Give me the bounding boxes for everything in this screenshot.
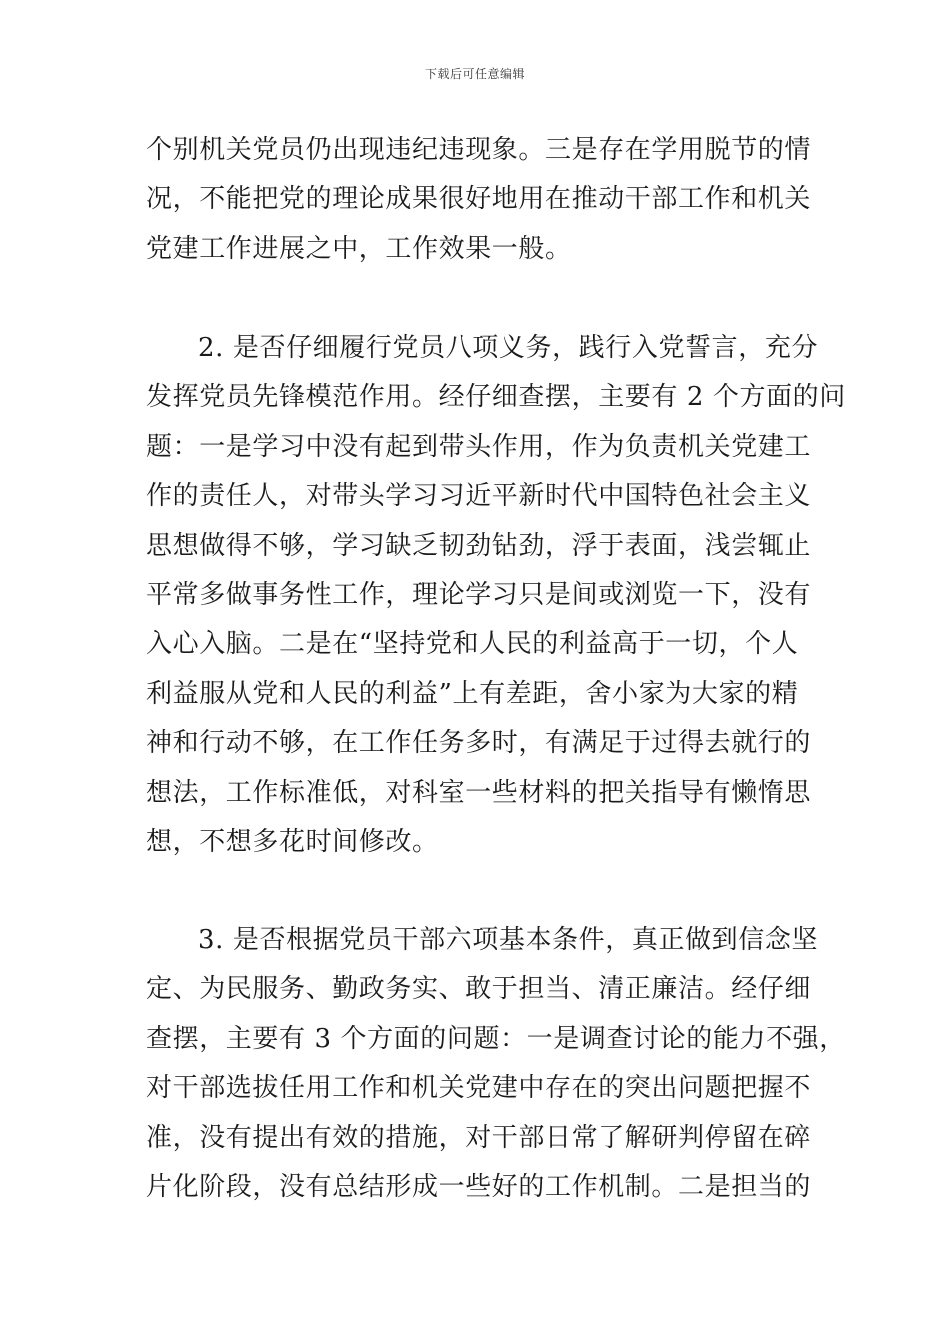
- page-header: 下载后可任意编辑: [424, 67, 525, 81]
- text-line: 准，没有提出有效的措施，对干部日常了解研判停留在碎: [146, 1122, 812, 1153]
- text-line: 定、为民服务、勤政务实、敢于担当、清正廉洁。经仔细: [146, 974, 812, 1005]
- paragraph-1: [146, 126, 812, 274]
- text-line: 题：一是学习中没有起到带头作用，作为负责机关党建工: [146, 431, 812, 462]
- text-line: 想法，工作标准低，对科室一些材料的把关指导有懒惰思: [146, 777, 812, 808]
- text-line: 2. 是否仔细履行党员八项义务，践行入党誓言，充分: [198, 333, 819, 363]
- text-line: 神和行动不够，在工作任务多时，有满足于过得去就行的: [146, 728, 812, 759]
- text-line: 查摆，主要有 3 个方面的问题：一是调查讨论的能力不强，: [146, 1023, 846, 1054]
- text-line: 党建工作进展之中，工作效果一般。: [146, 233, 572, 264]
- text-line: 入心入脑。二是在“坚持党和人民的利益高于一切，个人: [146, 629, 799, 660]
- text-line: 想，不想多花时间修改。: [146, 826, 439, 857]
- text-line: 对干部选拔任用工作和机关党建中存在的突出问题把握不: [146, 1073, 812, 1104]
- text-line: 发挥党员先锋模范作用。经仔细查摆，主要有 2 个方面的问: [146, 382, 846, 413]
- text-line: 3. 是否根据党员干部六项基本条件，真正做到信念坚: [198, 925, 819, 955]
- text-line: 利益服从党和人民的利益”上有差距，舍小家为大家的精: [146, 678, 799, 709]
- text-line: 个别机关党员仍出现违纪违现象。三是存在学用脱节的情: [146, 135, 812, 165]
- text-line: 思想做得不够，学习缺乏韧劲钻劲，浮于表面，浅尝辄止: [146, 530, 812, 561]
- text-line: 片化阶段，没有总结形成一些好的工作机制。二是担当的: [146, 1171, 812, 1202]
- paragraph-2: [146, 324, 846, 867]
- paragraph-3: [146, 916, 846, 1212]
- text-line: 作的责任人，对带头学习习近平新时代中国特色社会主义: [146, 481, 812, 512]
- text-line: 况，不能把党的理论成果很好地用在推动干部工作和机关: [146, 184, 812, 215]
- text-line: 平常多做事务性工作，理论学习只是间或浏览一下，没有: [146, 579, 812, 610]
